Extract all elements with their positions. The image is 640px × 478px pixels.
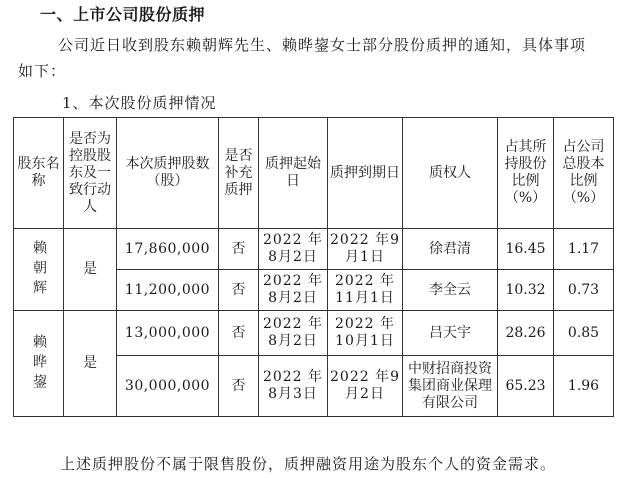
- pledge-table: [13, 117, 614, 417]
- supplementary-cell: 否: [219, 270, 259, 311]
- start-date-cell: 2022 年 8月3日: [259, 356, 328, 417]
- pct-of-total-cell: 1.17: [554, 229, 614, 270]
- subsection-title: 1、本次股份质押情况: [62, 94, 217, 112]
- shareholder-name-cell: [14, 229, 64, 311]
- pct-of-total-cell: 0.73: [554, 270, 614, 311]
- header-start-date: 质押起始日: [259, 118, 328, 229]
- pct-of-total-cell: 0.85: [554, 311, 614, 356]
- pledged-shares-cell: 11,200,000: [117, 270, 219, 311]
- pct-of-holding-cell: 10.32: [498, 270, 554, 311]
- supplementary-cell: 否: [219, 229, 259, 270]
- header-pledgee: 质权人: [403, 118, 498, 229]
- shareholder-name: 赖晔鋆: [31, 333, 47, 394]
- pct-of-holding-cell: 28.26: [498, 311, 554, 356]
- footer-note: 上述质押股份不属于限售股份，质押融资用途为股东个人的资金需求。: [60, 455, 557, 473]
- pledged-shares-cell: 13,000,000: [117, 311, 219, 356]
- header-pledged-shares: 本次质押股数（股）: [117, 118, 219, 229]
- pledged-shares-cell: 17,860,000: [117, 229, 219, 270]
- start-date-cell: 2022 年 8月2日: [259, 270, 328, 311]
- start-date-cell: 2022 年 8月2日: [259, 229, 328, 270]
- table-row: [14, 311, 614, 356]
- end-date-cell: 2022 年9月2日: [328, 356, 403, 417]
- pledgee-cell: 李全云: [403, 270, 498, 311]
- start-date-cell: 2022 年 8月2日: [259, 311, 328, 356]
- shareholder-name-cell: [14, 311, 64, 417]
- pct-of-holding-cell: 16.45: [498, 229, 554, 270]
- intro-paragraph-continued: 如下：: [18, 62, 67, 80]
- shareholder-name: 赖朝辉: [31, 239, 47, 300]
- header-supplementary: 是否补充质押: [219, 118, 259, 229]
- header-is-controlling: 是否为控股股东及一致行动人: [64, 118, 117, 229]
- header-pct-of-holding: 占其所持股份比例（%）: [498, 118, 554, 229]
- pledgee-cell: 吕天宇: [403, 311, 498, 356]
- pledgee-cell: 中财招商投资集团商业保理有限公司: [403, 356, 498, 417]
- is-controlling-cell: 是: [64, 229, 117, 311]
- end-date-cell: 2022 年 10月1日: [328, 311, 403, 356]
- table-row: [14, 229, 614, 270]
- is-controlling-cell: 是: [64, 311, 117, 417]
- header-pct-of-total: 占公司总股本比例（%）: [554, 118, 614, 229]
- supplementary-cell: 否: [219, 356, 259, 417]
- intro-paragraph: 公司近日收到股东赖朝辉先生、赖晔鋆女士部分股份质押的通知，具体事项: [58, 36, 587, 54]
- pct-of-holding-cell: 65.23: [498, 356, 554, 417]
- header-end-date: 质押到期日: [328, 118, 403, 229]
- pledgee-cell: 徐君清: [403, 229, 498, 270]
- supplementary-cell: 否: [219, 311, 259, 356]
- end-date-cell: 2022 年9月1日: [328, 229, 403, 270]
- table-header-row: [14, 118, 614, 229]
- end-date-cell: 2022 年 11月1日: [328, 270, 403, 311]
- pct-of-total-cell: 1.96: [554, 356, 614, 417]
- section-title: 一、上市公司股份质押: [40, 5, 206, 24]
- pledged-shares-cell: 30,000,000: [117, 356, 219, 417]
- header-shareholder-name: 股东名称: [14, 118, 64, 229]
